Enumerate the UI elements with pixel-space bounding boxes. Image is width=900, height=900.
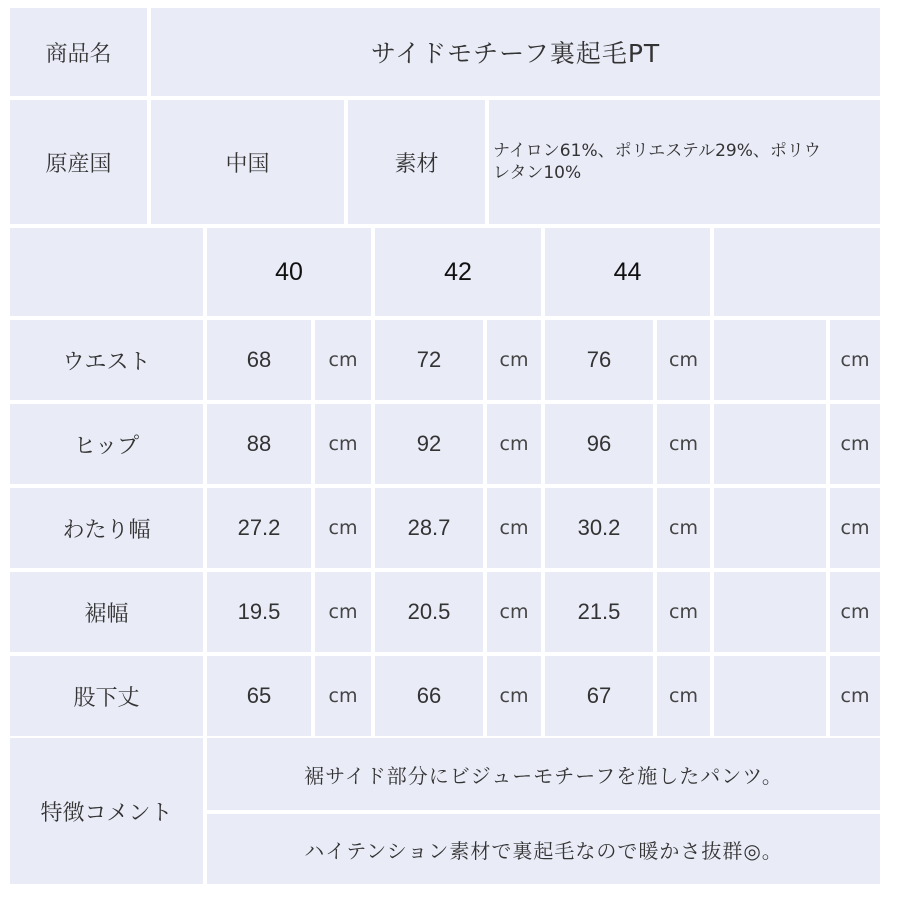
blank-value <box>714 320 826 400</box>
size-header-blank <box>10 228 203 316</box>
measure-label: ヒップ <box>10 404 203 484</box>
unit-label: cm <box>657 404 710 484</box>
unit-label: cm <box>487 320 541 400</box>
unit-label: cm <box>657 488 710 568</box>
origin-label: 原産国 <box>10 100 147 224</box>
unit-label: cm <box>315 572 371 652</box>
measure-label: 裾幅 <box>10 572 203 652</box>
blank-value <box>714 404 826 484</box>
unit-label: cm <box>315 320 371 400</box>
measure-value: 96 <box>545 404 653 484</box>
measure-value: 76 <box>545 320 653 400</box>
unit-label: cm <box>487 404 541 484</box>
measure-label: 股下丈 <box>10 656 203 736</box>
measure-value: 27.2 <box>207 488 311 568</box>
measure-value: 88 <box>207 404 311 484</box>
unit-label: cm <box>830 656 880 736</box>
measure-label: わたり幅 <box>10 488 203 568</box>
measure-value: 30.2 <box>545 488 653 568</box>
material-value <box>489 100 880 224</box>
unit-label: cm <box>657 320 710 400</box>
measure-value: 19.5 <box>207 572 311 652</box>
unit-label: cm <box>315 488 371 568</box>
unit-label: cm <box>487 656 541 736</box>
size-header: 44 <box>545 228 710 316</box>
blank-value <box>714 488 826 568</box>
unit-label: cm <box>315 404 371 484</box>
measure-value: 68 <box>207 320 311 400</box>
material-label: 素材 <box>348 100 485 224</box>
unit-label: cm <box>315 656 371 736</box>
unit-label: cm <box>830 488 880 568</box>
unit-label: cm <box>830 404 880 484</box>
measure-value: 21.5 <box>545 572 653 652</box>
unit-label: cm <box>830 320 880 400</box>
measure-label: ウエスト <box>10 320 203 400</box>
measure-value: 65 <box>207 656 311 736</box>
comment-line-1: 裾サイド部分にビジューモチーフを施したパンツ。 <box>207 738 880 810</box>
origin-value: 中国 <box>151 100 344 224</box>
unit-label: cm <box>657 572 710 652</box>
unit-label: cm <box>830 572 880 652</box>
comment-label: 特徴コメント <box>10 738 203 884</box>
unit-label: cm <box>487 488 541 568</box>
measure-value: 66 <box>375 656 483 736</box>
product-label: 商品名 <box>10 8 147 96</box>
material-value-line-2: レタン10% <box>493 163 582 183</box>
size-header-extra <box>714 228 880 316</box>
measure-value: 72 <box>375 320 483 400</box>
unit-label: cm <box>487 572 541 652</box>
size-header: 40 <box>207 228 371 316</box>
measure-value: 28.7 <box>375 488 483 568</box>
unit-label: cm <box>657 656 710 736</box>
blank-value <box>714 656 826 736</box>
measure-value: 92 <box>375 404 483 484</box>
blank-value <box>714 572 826 652</box>
measure-value: 67 <box>545 656 653 736</box>
comment-line-2: ハイテンション素材で裏起毛なので暖かさ抜群◎。 <box>207 814 880 884</box>
measure-value: 20.5 <box>375 572 483 652</box>
size-header: 42 <box>375 228 541 316</box>
product-name: サイドモチーフ裏起毛PT <box>151 8 880 96</box>
material-value-line-1: ナイロン61%、ポリエステル29%、ポリウ <box>493 141 821 161</box>
